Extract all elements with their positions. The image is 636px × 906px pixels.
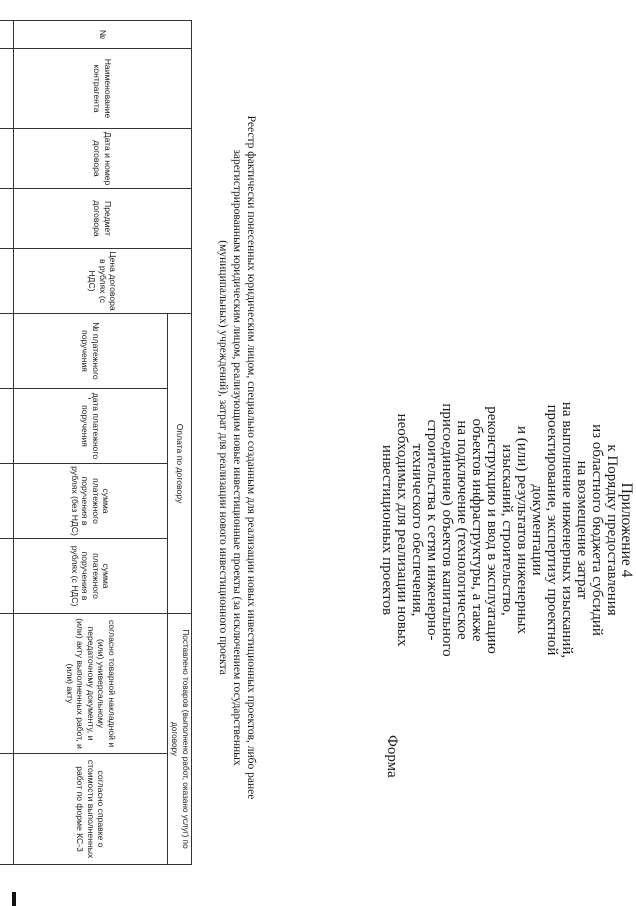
register-title-line: зарегистрированным юридическим лицом, реализующим новые инвестиционные проекты (за исключением государственных — [231, 149, 243, 766]
table-cell — [0, 754, 14, 865]
table-cell — [0, 249, 14, 314]
table-cell — [0, 614, 14, 754]
table-row — [0, 21, 14, 865]
header-payment-date: дата платежного поручения — [14, 389, 168, 464]
table-cell — [0, 539, 14, 614]
register-table — [0, 20, 192, 865]
appendix-line: изысканий, строительство, — [499, 444, 515, 616]
header-num: № — [14, 21, 192, 49]
header-delivered-by-ks3: согласно справке о стоимости выполненных работ по форме КС-3 — [14, 754, 168, 865]
appendix-line: на подключение (технологическое — [454, 420, 470, 640]
appendix-line: на возмещение затрат — [574, 460, 590, 600]
header-contract-subject: Предмет договора — [14, 189, 192, 249]
appendix-line: объектов инфраструктуры, а также — [469, 418, 485, 642]
appendix-header — [379, 310, 634, 750]
appendix-line: документации — [529, 484, 545, 576]
appendix-line: к Порядку предоставления — [604, 444, 620, 616]
table-cell — [0, 464, 14, 539]
appendix-line: на выполнение инженерных изысканий, — [559, 401, 575, 659]
appendix-line: технического обеспечения, — [409, 443, 425, 617]
appendix-line: из областного бюджета субсидий — [589, 424, 605, 636]
appendix-line: инвестиционных проектов — [379, 444, 395, 616]
header-contract-date-number: Дата и номер договора — [14, 129, 192, 189]
table-cell — [0, 129, 14, 189]
register-title-line: Реестр фактически понесенных юридическим лицом, специально созданным для реализации новых инвестиционных проектов, либо ранее — [245, 115, 257, 800]
appendix-line: строительства к сетям инженерно- — [424, 419, 440, 641]
form-label: Форма — [384, 735, 400, 778]
table-cell — [0, 49, 14, 129]
header-counterparty: Наименование контрагента — [14, 49, 192, 129]
header-payment-number: № платежного поручения — [14, 314, 168, 389]
table-header-row — [168, 21, 192, 865]
header-delivered-group: Поставлено товаров (выполнено работ, оказано услуг) по договору — [168, 614, 192, 865]
table-cell — [0, 189, 14, 249]
appendix-line: реконструкцию и ввод в эксплуатацию — [484, 406, 500, 654]
appendix-line: Приложение 4 — [618, 482, 635, 578]
appendix-line: и (или) результатов инженерных — [514, 426, 530, 634]
appendix-line: необходимых для реализации новых — [394, 413, 410, 647]
table-cell — [0, 389, 14, 464]
register-title-line: (муниципальных) учреждений), затрат для реализации нового инвестиционного проекта — [217, 240, 229, 675]
table-cell — [0, 314, 14, 389]
register-title — [216, 10, 258, 905]
header-delivered-by-documents: согласно товарной накладной и (или) универсальному передаточному документу, и (или) акту выполненных работ, и (или) акту — [14, 614, 168, 754]
header-payment-sum-no-vat: сумма платежного поручения в рублях (без НДС) — [14, 464, 168, 539]
header-payment-sum-vat: сумма платежного поручения в рублях (с НДС) — [14, 539, 168, 614]
header-contract-price: Цена договора в рублях (с НДС) — [14, 249, 192, 314]
header-payment-group: Оплата по договору — [168, 314, 192, 614]
table-cell — [0, 21, 14, 49]
appendix-line: присоединение) объектов капитального — [439, 403, 455, 657]
appendix-line: проектирование, экспертизу проектной — [544, 404, 560, 656]
